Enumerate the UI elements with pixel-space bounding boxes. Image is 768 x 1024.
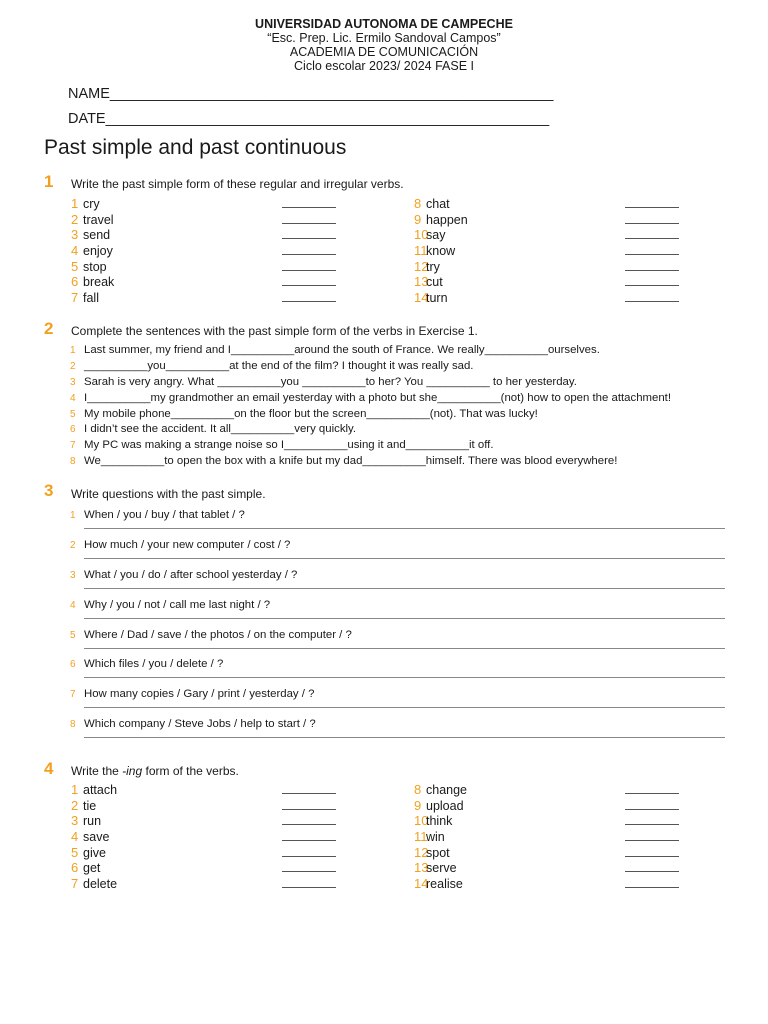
sentence-text[interactable]: My PC was making a strange noise so I__________using it and__________it off.	[84, 439, 494, 452]
item-number: 9	[414, 211, 422, 227]
item-word: travel	[83, 212, 114, 227]
item-word: happen	[426, 212, 468, 227]
item-number: 12	[414, 258, 429, 274]
item-number: 14	[414, 290, 429, 306]
sentence-text[interactable]: I__________my grandmother an email yesterday with a photo but she__________(not) how to open the attachment!	[84, 391, 672, 404]
question-text: How much / your new computer / cost / ?	[84, 538, 291, 551]
item-number: 6	[71, 274, 79, 290]
answer-line[interactable]	[84, 528, 725, 529]
answer-line[interactable]	[84, 707, 725, 708]
exercise-2-instruction: Complete the sentences with the past simple form of the verbs in Exercise 1.	[71, 324, 478, 338]
ex4-verb-item	[414, 876, 682, 892]
item-number: 1	[70, 510, 76, 521]
item-number: 1	[70, 345, 76, 356]
answer-blank[interactable]	[625, 243, 679, 255]
sentence-item	[70, 422, 671, 438]
item-word: save	[83, 830, 110, 845]
ex4-verb-item	[414, 845, 682, 861]
item-word: tie	[83, 798, 97, 813]
answer-blank[interactable]	[625, 876, 679, 888]
exercise-3-number: 3	[44, 481, 54, 500]
item-number: 5	[70, 629, 76, 641]
item-word: give	[83, 845, 106, 860]
item-word: win	[426, 830, 445, 845]
item-word: upload	[426, 798, 464, 813]
item-number: 7	[70, 689, 76, 701]
item-word: chat	[426, 197, 450, 211]
answer-blank[interactable]	[625, 829, 679, 841]
question-text: What / you / do / after school yesterday / ?	[84, 568, 298, 581]
question-prompt	[70, 508, 245, 523]
item-number: 8	[414, 782, 422, 797]
question-text: Which company / Steve Jobs / help to start / ?	[84, 718, 316, 731]
exercise-1-number: 1	[44, 172, 54, 191]
page-title: Past simple and past continuous	[44, 136, 347, 159]
answer-blank[interactable]	[625, 274, 679, 286]
ex1-verb-item	[71, 227, 339, 243]
question-item	[70, 598, 725, 628]
answer-blank[interactable]	[282, 243, 336, 255]
item-word: run	[83, 814, 102, 829]
answer-line[interactable]	[84, 588, 725, 589]
exercise-4-instruction-pre: Write the	[71, 764, 123, 778]
item-word: say	[426, 228, 446, 243]
answer-line[interactable]	[84, 618, 725, 619]
ex1-verb-item	[71, 196, 339, 212]
item-number: 13	[414, 860, 429, 876]
answer-blank[interactable]	[282, 274, 336, 286]
question-text: When / you / buy / that tablet / ?	[84, 509, 245, 521]
item-word: change	[426, 783, 468, 797]
item-number: 3	[70, 376, 76, 388]
answer-blank[interactable]	[625, 798, 679, 810]
item-number: 4	[70, 392, 76, 404]
exercise-1-instruction: Write the past simple form of these regular and irregular verbs.	[71, 177, 404, 191]
exercise-1-right-column	[414, 196, 682, 306]
answer-blank[interactable]	[282, 782, 336, 794]
answer-blank[interactable]	[625, 212, 679, 224]
ex4-verb-item	[71, 860, 339, 876]
question-item	[70, 508, 725, 538]
question-prompt	[70, 568, 297, 583]
question-text: Where / Dad / save / the photos / on the computer / ?	[84, 628, 352, 641]
ex1-verb-item	[71, 259, 339, 275]
question-item	[70, 628, 725, 658]
question-item	[70, 687, 725, 717]
item-number: 1	[71, 782, 79, 797]
ex1-verb-item	[414, 274, 682, 290]
item-number: 7	[71, 876, 79, 892]
item-word: attach	[83, 783, 118, 797]
sentence-text[interactable]: __________you__________at the end of the film? I thought it was really sad.	[84, 359, 474, 372]
answer-blank[interactable]	[625, 290, 679, 302]
answer-blank[interactable]	[625, 227, 679, 239]
ex1-verb-item	[71, 243, 339, 259]
ex1-verb-item	[71, 290, 339, 306]
ex4-verb-item	[71, 813, 339, 829]
school-year: Ciclo escolar 2023/ 2024 FASE I	[294, 59, 474, 73]
academy-name: ACADEMIA DE COMUNICACIÓN	[289, 45, 479, 59]
sentence-text[interactable]: My mobile phone__________on the floor but the screen__________(not). That was lucky!	[84, 407, 538, 420]
item-number: 2	[71, 211, 79, 227]
exercise-4-left-column	[71, 782, 339, 892]
item-number: 14	[414, 876, 429, 892]
item-number: 3	[70, 569, 76, 581]
answer-blank[interactable]	[282, 259, 336, 271]
item-word: fall	[83, 291, 99, 306]
date-field[interactable]: DATE_______________________________________________________	[68, 111, 550, 127]
sentence-item	[70, 438, 671, 454]
item-word: know	[426, 244, 456, 259]
question-text: Why / you / not / call me last night / ?	[84, 598, 271, 611]
answer-line[interactable]	[84, 737, 725, 738]
ex1-verb-item	[414, 290, 682, 306]
answer-blank[interactable]	[282, 212, 336, 224]
answer-line[interactable]	[84, 558, 725, 559]
sentence-item	[70, 343, 671, 359]
sentence-text[interactable]: We__________to open the box with a knife but my dad__________himself. There was blood everywhere!	[84, 455, 618, 468]
exercise-3-instruction: Write questions with the past simple.	[71, 487, 266, 501]
answer-blank[interactable]	[625, 860, 679, 872]
item-number: 6	[70, 424, 76, 436]
question-prompt	[70, 538, 290, 553]
exercise-4-instruction	[71, 764, 239, 778]
exercise-4-instruction-em: -ing	[122, 764, 143, 778]
question-text: How many copies / Gary / print / yesterday / ?	[84, 688, 315, 701]
item-word: try	[426, 259, 440, 274]
item-word: get	[83, 861, 101, 876]
ex1-verb-item	[414, 227, 682, 243]
item-number: 4	[71, 829, 79, 845]
answer-blank[interactable]	[625, 845, 679, 857]
question-prompt	[70, 657, 223, 672]
answer-blank[interactable]	[625, 813, 679, 825]
item-number: 3	[71, 813, 79, 829]
exercise-4-right-column	[414, 782, 682, 892]
item-number: 11	[414, 243, 428, 259]
ex4-verb-item	[71, 876, 339, 892]
ex4-verb-item	[414, 798, 682, 814]
item-number: 5	[71, 844, 79, 860]
answer-blank[interactable]	[282, 290, 336, 302]
ex4-verb-item	[414, 860, 682, 876]
item-number: 10	[414, 227, 429, 243]
answer-blank[interactable]	[282, 845, 336, 857]
item-word: send	[83, 228, 111, 243]
sentence-text[interactable]: Last summer, my friend and I__________around the south of France. We really__________ourselves.	[84, 344, 600, 356]
item-word: realise	[426, 877, 463, 892]
item-number: 5	[70, 408, 76, 420]
item-number: 2	[70, 360, 76, 372]
ex4-verb-item	[414, 782, 682, 798]
question-prompt	[70, 687, 314, 702]
ex4-verb-item	[71, 782, 339, 798]
item-number: 4	[70, 599, 76, 611]
item-number: 6	[71, 860, 79, 876]
item-number: 8	[70, 456, 76, 468]
item-number: 9	[414, 797, 422, 813]
sentence-item	[70, 454, 671, 470]
item-number: 11	[414, 829, 428, 845]
sentence-text[interactable]: I didn’t see the accident. It all__________very quickly.	[84, 423, 357, 436]
question-item	[70, 717, 725, 747]
exercise-2-sentences	[70, 343, 671, 470]
question-text: Which files / you / delete / ?	[84, 658, 224, 671]
ex1-verb-item	[414, 212, 682, 228]
answer-blank[interactable]	[282, 829, 336, 841]
ex1-verb-item	[71, 212, 339, 228]
school-name: “Esc. Prep. Lic. Ermilo Sandoval Campos”	[267, 31, 501, 45]
item-word: turn	[426, 291, 448, 306]
answer-line[interactable]	[84, 648, 725, 649]
ex1-verb-item	[414, 243, 682, 259]
school-header	[0, 17, 768, 73]
question-item	[70, 657, 725, 687]
item-word: enjoy	[83, 244, 113, 259]
answer-line[interactable]	[84, 677, 725, 678]
item-word: break	[83, 275, 115, 290]
item-number: 7	[71, 290, 79, 306]
answer-blank[interactable]	[625, 196, 679, 208]
item-number: 1	[71, 196, 79, 211]
ex4-verb-item	[71, 798, 339, 814]
exercise-2-number: 2	[44, 319, 54, 338]
item-number: 12	[414, 844, 429, 860]
exercise-4-number: 4	[44, 759, 54, 778]
answer-blank[interactable]	[625, 782, 679, 794]
answer-blank[interactable]	[282, 813, 336, 825]
ex1-verb-item	[414, 196, 682, 212]
item-number: 7	[70, 440, 76, 452]
sentence-item	[70, 359, 671, 375]
question-item	[70, 568, 725, 598]
ex4-verb-item	[414, 813, 682, 829]
item-word: cut	[426, 275, 443, 290]
question-prompt	[70, 628, 352, 643]
item-word: cry	[83, 197, 100, 211]
ex1-verb-item	[71, 274, 339, 290]
question-prompt	[70, 717, 316, 732]
exercise-4-instruction-post: form of the verbs.	[142, 764, 239, 778]
sentence-text[interactable]: Sarah is very angry. What __________you __________to her? You __________ to her yesterday.	[84, 375, 577, 388]
name-field[interactable]: NAME_______________________________________________________	[68, 86, 554, 102]
answer-blank[interactable]	[282, 860, 336, 872]
item-number: 4	[71, 243, 79, 259]
item-number: 6	[70, 659, 76, 671]
item-word: stop	[83, 259, 107, 274]
item-number: 3	[71, 227, 79, 243]
answer-blank[interactable]	[625, 259, 679, 271]
item-number: 8	[414, 196, 422, 211]
question-item	[70, 538, 725, 568]
ex4-verb-item	[71, 829, 339, 845]
sentence-item	[70, 391, 671, 407]
item-number: 8	[70, 719, 76, 731]
ex4-verb-item	[71, 845, 339, 861]
answer-blank[interactable]	[282, 876, 336, 888]
university-name: UNIVERSIDAD AUTONOMA DE CAMPECHE	[255, 17, 513, 31]
item-number: 13	[414, 274, 429, 290]
item-number: 2	[71, 797, 79, 813]
answer-blank[interactable]	[282, 196, 336, 208]
ex1-verb-item	[414, 259, 682, 275]
exercise-1-left-column	[71, 196, 339, 306]
item-number: 5	[71, 258, 79, 274]
item-number: 10	[414, 813, 429, 829]
item-word: serve	[426, 861, 457, 876]
answer-blank[interactable]	[282, 227, 336, 239]
question-prompt	[70, 598, 270, 613]
sentence-item	[70, 375, 671, 391]
ex4-verb-item	[414, 829, 682, 845]
sentence-item	[70, 407, 671, 423]
item-word: spot	[426, 845, 450, 860]
item-word: think	[426, 814, 453, 829]
item-number: 2	[70, 539, 76, 551]
exercise-3-questions	[70, 508, 725, 747]
answer-blank[interactable]	[282, 798, 336, 810]
item-word: delete	[83, 877, 118, 892]
